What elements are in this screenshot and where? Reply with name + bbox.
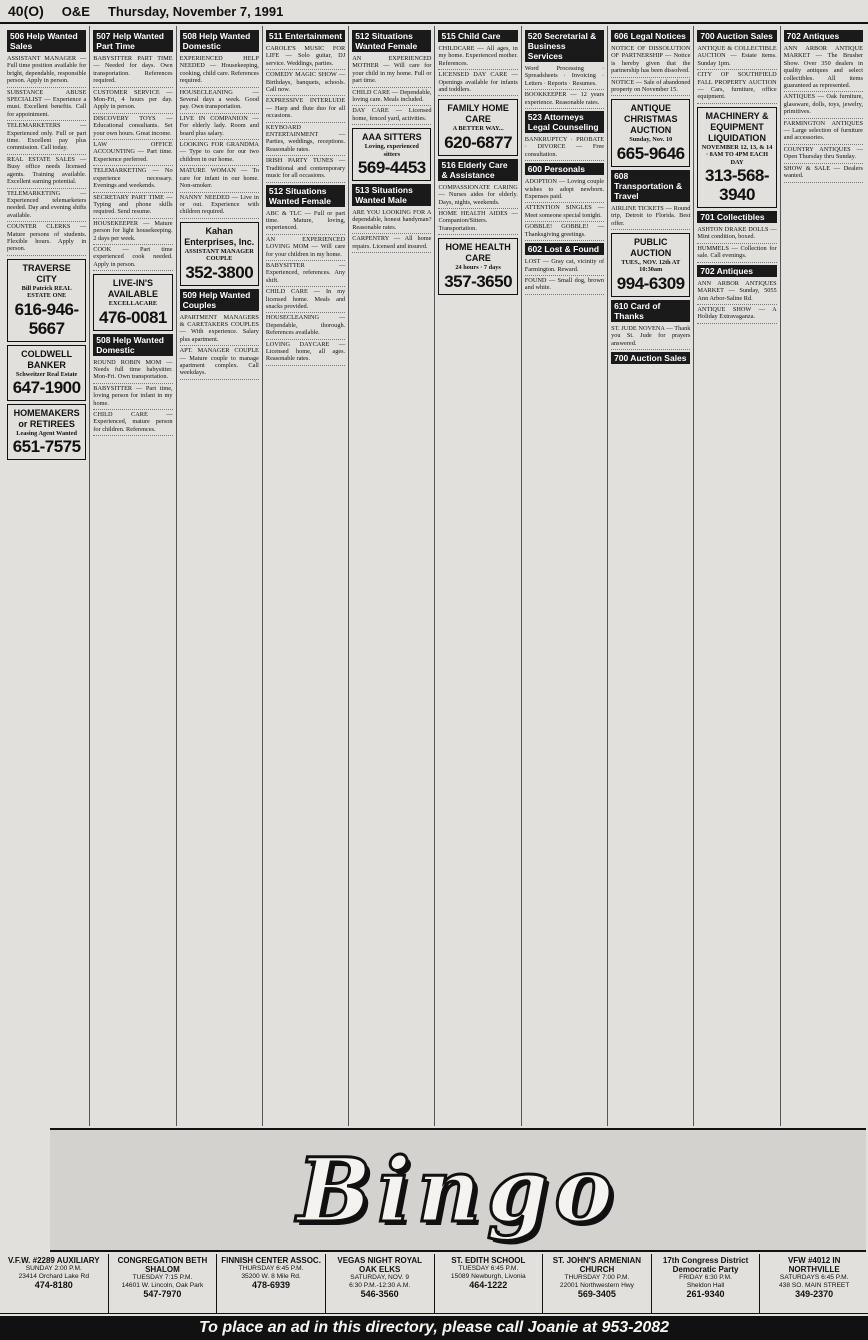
listing-phone: 474-8180 xyxy=(34,1280,73,1291)
category-heading: 702 Antiques xyxy=(784,30,863,42)
classified-ad: EXPRESSIVE INTERLUDE — Harp and flute duo for all occasions. xyxy=(266,96,345,122)
listing-address: 22001 Northwestern Hwy xyxy=(559,1281,634,1289)
classified-ad: REAL ESTATE SALES — Busy office needs licensed agents. Training available. Excellent earning potential. xyxy=(7,155,86,189)
classified-ad: AN EXPERIENCED MOTHER — Will care for your child in my home. Full or part time. xyxy=(352,54,431,88)
category-heading: 602 Lost & Found xyxy=(525,243,604,255)
classified-ad: COMEDY MAGIC SHOW — Birthdays, banquets, schools. Call now. xyxy=(266,70,345,96)
display-ad-box xyxy=(697,107,776,208)
display-ad-box xyxy=(93,274,172,330)
classified-ad: CAROLE'S MUSIC FOR LIFE — Solo guitar, DJ service. Weddings, parties. xyxy=(266,44,345,70)
display-ad-body: Schweitzer Real Estate xyxy=(15,370,78,378)
listing-title: VFW #4012 IN NORTHVILLE xyxy=(787,1256,841,1274)
bingo-listing xyxy=(543,1254,652,1313)
listing-title: 17th Congress District Democratic Party xyxy=(662,1256,749,1274)
display-ad-phone: 313-568-3940 xyxy=(704,166,770,205)
listing-address: 438 SO. MAIN STREET xyxy=(779,1281,850,1289)
listing-day: THURSDAY 6:45 P.M. xyxy=(238,1265,304,1272)
listing-address: 23414 Orchard Lake Rd xyxy=(18,1272,89,1280)
listing-day: SUNDAY 2:00 P.M. xyxy=(25,1265,82,1272)
display-ad-body: EXCELLACARE xyxy=(108,300,158,308)
listing-day: TUESDAY 6:45 P.M. xyxy=(458,1265,519,1272)
bingo-listing xyxy=(760,1254,868,1313)
classified-ad: BANKRUPTCY · PROBATE · DIVORCE — Free consultation. xyxy=(525,135,604,161)
classified-ad: ADOPTION — Loving couple wishes to adopt newborn. Expenses paid. xyxy=(525,177,604,203)
display-ad-phone: 651-7575 xyxy=(12,437,81,457)
classified-ad: GOBBLE! GOBBLE! — Thanksgiving greetings. xyxy=(525,222,604,241)
listing-title: FINNISH CENTER ASSOC. xyxy=(221,1256,321,1265)
bingo-listing xyxy=(652,1254,761,1313)
listing-address: Sheldon Hall xyxy=(686,1281,725,1289)
display-ad-body: Sunday, Nov. 10 xyxy=(629,136,673,144)
classified-ad: LOST — Gray cat, vicinity of Farmington. Reward. xyxy=(525,257,604,276)
classified-ad: HUMMELS — Collection for sale. Call evenings. xyxy=(697,244,776,263)
classified-ad: CITY OF SOUTHFIELD FALL PROPERTY AUCTION — Cars, furniture, office equipment. xyxy=(697,70,776,104)
category-heading: 512 Situations Wanted Female xyxy=(352,30,431,52)
display-ad-body: Loving, experienced sitters xyxy=(364,143,419,158)
category-heading: 700 Auction Sales xyxy=(697,30,776,42)
listing-title: ST. EDITH SCHOOL xyxy=(451,1256,526,1265)
classified-ad: TELEMARKETERS — Experienced only. Full or part time. Excellent pay plus commission. Call today. xyxy=(7,121,86,155)
category-heading: 700 Auction Sales xyxy=(611,352,690,364)
category-heading: 515 Child Care xyxy=(438,30,517,42)
classified-ad: CHILDCARE — All ages, in my home. Experienced mother. References. xyxy=(438,44,517,70)
classified-ad: TELEMARKETING — Experienced telemarketers needed. Day and evening shifts available. xyxy=(7,189,86,223)
bingo-directory xyxy=(0,1254,868,1314)
display-ad-phone: 647-1900 xyxy=(12,377,81,397)
classified-ad: FOUND — Small dog, brown and white. xyxy=(525,276,604,295)
listing-title: V.F.W. #2289 AUXILIARY xyxy=(8,1256,100,1265)
listing-phone: 478-6939 xyxy=(252,1280,291,1291)
classified-ad: FARMINGTON ANTIQUES — Large selection of furniture and accessories. xyxy=(784,119,863,145)
classified-ad: Word Processing · Spreadsheets · Invoicing · Letters · Reports · Resumes. xyxy=(525,64,604,90)
display-ad-heading: TRAVERSE CITY xyxy=(22,262,71,284)
display-ad-box xyxy=(7,404,86,460)
display-ad-box xyxy=(611,99,690,166)
classified-column xyxy=(4,26,90,1126)
display-ad-body: NOVEMBER 12, 13, & 14 · 8AM TO 4PM EACH DAY xyxy=(701,143,773,166)
display-ad-heading: FAMILY HOME CARE xyxy=(447,103,509,125)
display-ad-phone: 569-4453 xyxy=(357,158,426,178)
classified-ad: LOVING DAYCARE — Licensed home, all ages. Reasonable rates. xyxy=(266,340,345,366)
display-ad-box xyxy=(352,128,431,181)
classified-ad: AN EXPERIENCED LOVING MOM — Will care for your children in my home. xyxy=(266,235,345,261)
masthead xyxy=(0,0,868,24)
classified-ad: HOUSECLEANING — Dependable, thorough. References available. xyxy=(266,313,345,339)
classified-columns xyxy=(4,26,866,1126)
display-ad-box xyxy=(611,233,690,297)
classified-ad: ROUND ROBIN MOM — Needs full time babysitter. Mon-Fri. Own transportation. xyxy=(93,358,172,384)
listing-title: ST. JOHN'S ARMENIAN CHURCH xyxy=(552,1256,642,1274)
category-heading: 506 Help Wanted Sales xyxy=(7,30,86,52)
category-heading: 523 Attorneys Legal Counseling xyxy=(525,111,604,133)
classified-ad: KEYBOARD ENTERTAINMENT — Parties, weddings, receptions. Reasonable rates. xyxy=(266,123,345,157)
listing-day: THURSDAY 7:00 P.M. xyxy=(564,1274,630,1281)
classified-column xyxy=(263,26,349,1126)
classified-ad: CUSTOMER SERVICE — Mon-Fri, 4 hours per day. Apply in person. xyxy=(93,88,172,114)
issue-date: Thursday, November 7, 1991 xyxy=(107,3,284,19)
classified-ad: SUBSTANCE ABUSE SPECIALIST — Experience a must. Excellent benefits. Call for appointment. xyxy=(7,88,86,122)
category-heading: 512 Situations Wanted Female xyxy=(266,185,345,207)
classified-ad: TELEMARKETING — No experience necessary. Evenings and weekends. xyxy=(93,166,172,192)
classified-ad: BABYSITTER PART TIME — Needed for days. Own transportation. References required. xyxy=(93,54,172,88)
classified-ad: ANTIQUE & COLLECTIBLE AUCTION — Estate items. Sunday 1pm. xyxy=(697,44,776,70)
listing-day: SATURDAY, NOV. 9 xyxy=(350,1274,410,1281)
category-heading: 508 Help Wanted Domestic xyxy=(93,334,172,356)
page-number: 40(O) xyxy=(8,3,44,19)
display-ad-body: A BETTER WAY... xyxy=(452,125,504,133)
category-heading: 509 Help Wanted Couples xyxy=(180,289,259,311)
listing-day: TUESDAY 7:15 P.M. xyxy=(132,1274,193,1281)
classified-ad: ANTIQUE SHOW — A Holiday Extravaganza. xyxy=(697,305,776,324)
display-ad-body: TUES., NOV. 12th AT 10:30am xyxy=(621,259,681,274)
bingo-listing xyxy=(217,1254,326,1313)
classified-ad: LAW OFFICE ACCOUNTING — Part time. Experience preferred. xyxy=(93,140,172,166)
classified-ad: CHILD CARE — Experienced, mature person for children. References. xyxy=(93,410,172,436)
display-ad-box xyxy=(7,345,86,401)
bingo-listing xyxy=(0,1254,109,1313)
classified-ad: COUNTRY ANTIQUES — Open Thursday thru Sunday. xyxy=(784,145,863,164)
display-ad-heading: PUBLIC AUCTION xyxy=(630,237,672,259)
directory-footer: To place an ad in this directory, please call Joanie at 953-2082 xyxy=(0,1316,868,1340)
classified-ad: HOUSECLEANING — Several days a week. Good pay. Own transportation. xyxy=(180,88,259,114)
classified-column xyxy=(694,26,780,1126)
classified-ad: ABC & TLC — Full or part time. Mature, loving, experienced. xyxy=(266,209,345,235)
classified-ad: SHOW & SALE — Dealers wanted. xyxy=(784,164,863,183)
display-ad-phone: 476-0081 xyxy=(99,307,167,327)
classified-ad: APT. MANAGER COUPLE — Mature couple to manage apartment complex. Call weekdays. xyxy=(180,346,259,380)
classified-ad: HOME HEALTH AIDES — Companion/Sitters. Transportation. xyxy=(438,209,517,235)
classified-column xyxy=(608,26,694,1126)
bingo-listing xyxy=(109,1254,218,1313)
classified-ad: CHILD CARE — Dependable, loving care. Meals included. xyxy=(352,88,431,107)
classified-ad: ASHTON DRAKE DOLLS — Mint condition, boxed. xyxy=(697,225,776,244)
listing-phone: 261-9340 xyxy=(686,1289,725,1300)
category-heading: 511 Entertainment xyxy=(266,30,345,42)
classified-column xyxy=(349,26,435,1126)
listing-phone: 349-2370 xyxy=(795,1289,834,1300)
display-ad-heading: LIVE-IN'S AVAILABLE xyxy=(107,278,159,300)
display-ad-box xyxy=(438,238,517,294)
listing-address: 15089 Newburgh, Livonia xyxy=(450,1272,526,1280)
classified-ad: NOTICE — Sale of abandoned property on November 15. xyxy=(611,78,690,97)
classified-column xyxy=(90,26,176,1126)
display-ad-heading: MACHINERY & EQUIPMENT LIQUIDATION xyxy=(705,110,769,143)
display-ad-heading: ANTIQUE CHRISTMAS AUCTION xyxy=(623,103,678,136)
display-ad-phone: 616-946-5667 xyxy=(14,299,79,338)
classified-ad: BOOKKEEPER — 12 years experience. Reasonable rates. xyxy=(525,90,604,109)
classified-ad: BABYSITTER — Part time, loving person for infant in my home. xyxy=(93,384,172,410)
classified-ad: BABYSITTER — Experienced, references. Any shift. xyxy=(266,261,345,287)
classified-ad: SECRETARY PART TIME — Typing and phone skills required. Send resume. xyxy=(93,193,172,219)
listing-title: CONGREGATION BETH SHALOM xyxy=(117,1256,208,1274)
category-heading: 702 Antiques xyxy=(697,265,776,277)
classified-ad: NOTICE OF DISSOLUTION OF PARTNERSHIP — Notice is hereby given that the partnership has been dissolved. xyxy=(611,44,690,78)
classified-ad: HOUSEKEEPER — Mature person for light housekeeping. 2 days per week. xyxy=(93,219,172,245)
classified-ad: AIRLINE TICKETS — Round trip, Detroit to Florida. Best offer. xyxy=(611,204,690,230)
classified-column xyxy=(177,26,263,1126)
bingo-listing xyxy=(326,1254,435,1313)
classified-column xyxy=(435,26,521,1126)
classified-ad: APARTMENT MANAGERS & CARETAKERS COUPLES — With experience. Salary plus apartment. xyxy=(180,313,259,347)
display-ad-box xyxy=(438,99,517,155)
display-ad-heading: Kahan Enterprises, Inc. xyxy=(184,225,255,247)
listing-phone: 569-3405 xyxy=(577,1289,616,1300)
classified-ad: DAY CARE — Licensed home, fenced yard, activities. xyxy=(352,106,431,125)
classified-ad: COUNTER CLERKS — Mature persons of students. Flexible hours. Apply in person. xyxy=(7,222,86,256)
display-ad-heading: AAA SITTERS xyxy=(362,132,422,143)
category-heading: 513 Situations Wanted Male xyxy=(352,184,431,206)
display-ad-box xyxy=(7,259,86,342)
category-heading: 610 Card of Thanks xyxy=(611,300,690,322)
classified-ad: MATURE WOMAN — To care for infant in our home. Non-smoker. xyxy=(180,166,259,192)
classified-ad: DISCOVERY TOYS — Educational consultants. Set your own hours. Great income. xyxy=(93,114,172,140)
display-ad-body: Leasing Agent Wanted xyxy=(16,429,78,437)
listing-phone: 547-7970 xyxy=(143,1289,182,1300)
display-ad-phone: 620-6877 xyxy=(444,132,513,152)
listing-phone: 546-3560 xyxy=(360,1289,399,1300)
classified-column xyxy=(781,26,866,1126)
classified-ad: CHILD CARE — In my licensed home. Meals and snacks provided. xyxy=(266,287,345,313)
display-ad-body: ASSISTANT MANAGER COUPLE xyxy=(184,247,254,263)
classified-ad: ARE YOU LOOKING FOR A dependable, honest handyman? Reasonable rates. xyxy=(352,208,431,234)
category-heading: 508 Help Wanted Domestic xyxy=(180,30,259,52)
classified-ad: EXPERIENCED HELP NEEDED — Housekeeping, cooking, child care. References required. xyxy=(180,54,259,88)
classified-ad: NANNY NEEDED — Live in or out. Experience with children required. xyxy=(180,193,259,219)
category-heading: 608 Transportation & Travel xyxy=(611,170,690,202)
display-ad-phone: 357-3650 xyxy=(444,271,513,291)
listing-phone: 464-1222 xyxy=(469,1280,508,1291)
category-heading: 516 Elderly Care & Assistance xyxy=(438,159,517,181)
classified-ad: LIVE IN COMPANION — For elderly lady. Room and board plus salary. xyxy=(180,114,259,140)
classified-ad: ANTIQUES — Oak furniture, glassware, dolls, toys, jewelry, primitives. xyxy=(784,92,863,118)
display-ad-phone: 994-6309 xyxy=(616,273,685,293)
bingo-listing xyxy=(435,1254,544,1313)
category-heading: 600 Personals xyxy=(525,163,604,175)
display-ad-body: 24 hours · 7 days xyxy=(455,264,501,272)
listing-day: SATURDAYS 6:45 P.M. xyxy=(779,1274,849,1281)
classified-ad: COOK — Part time experienced cook needed. Apply in person. xyxy=(93,245,172,271)
classified-ad: ANN ARBOR ANTIQUE MARKET — The Brusher Show. Over 350 dealers in quality antiques and select collectibles. All items guaranteed as represented. xyxy=(784,44,863,92)
category-heading: 606 Legal Notices xyxy=(611,30,690,42)
display-ad-heading: HOMEMAKERS or RETIREES xyxy=(13,407,80,429)
category-heading: 701 Collectibles xyxy=(697,211,776,223)
classified-ad: IRISH PARTY TUNES — Traditional and contemporary music for all occasions. xyxy=(266,156,345,182)
bingo-title: Bingo xyxy=(296,1138,619,1242)
classified-ad: ST. JUDE NOVENA — Thank you St. Jude for prayers answered. xyxy=(611,324,690,350)
bingo-banner xyxy=(50,1128,866,1252)
display-ad-body: Bill Patrick REAL ESTATE ONE xyxy=(21,284,72,300)
listing-address: 6:30 P.M.-12:30 A.M. xyxy=(349,1281,411,1289)
category-heading: 507 Help Wanted Part Time xyxy=(93,30,172,52)
listing-day: FRIDAY 6:30 P.M. xyxy=(679,1274,732,1281)
classified-ad: ATTENTION SINGLES — Meet someone special tonight. xyxy=(525,203,604,222)
paper-name: O&E xyxy=(61,3,90,19)
classified-ad: CARPENTRY — All home repairs. Licensed and insured. xyxy=(352,234,431,253)
classified-ad: ANN ARBOR ANTIQUES MARKET — Sunday, 5055 Ann Arbor-Saline Rd. xyxy=(697,279,776,305)
category-heading: 520 Secretarial & Business Services xyxy=(525,30,604,62)
classified-ad: LOOKING FOR GRANDMA — Type to care for our two children in our home. xyxy=(180,140,259,166)
classified-column xyxy=(522,26,608,1126)
listing-address: 35200 W. 8 Mile Rd. xyxy=(241,1272,301,1280)
listing-address: 14601 W. Lincoln, Oak Park xyxy=(121,1281,204,1289)
display-ad-phone: 665-9646 xyxy=(616,143,685,163)
display-ad-box xyxy=(180,222,259,286)
display-ad-heading: HOME HEALTH CARE xyxy=(445,242,511,264)
classified-ad: ASSISTANT MANAGER — Full time position available for bright, dependable, responsible person. Apply in person. xyxy=(7,54,86,88)
display-ad-phone: 352-3800 xyxy=(185,262,254,282)
display-ad-heading: COLDWELL BANKER xyxy=(21,348,73,370)
classified-ad: LICENSED DAY CARE — Openings available for infants and toddlers. xyxy=(438,70,517,96)
listing-title: VEGAS NIGHT ROYAL OAK ELKS xyxy=(337,1256,422,1274)
classified-ad: COMPASSIONATE CARING — Nurses aides for elderly. Days, nights, weekends. xyxy=(438,183,517,209)
